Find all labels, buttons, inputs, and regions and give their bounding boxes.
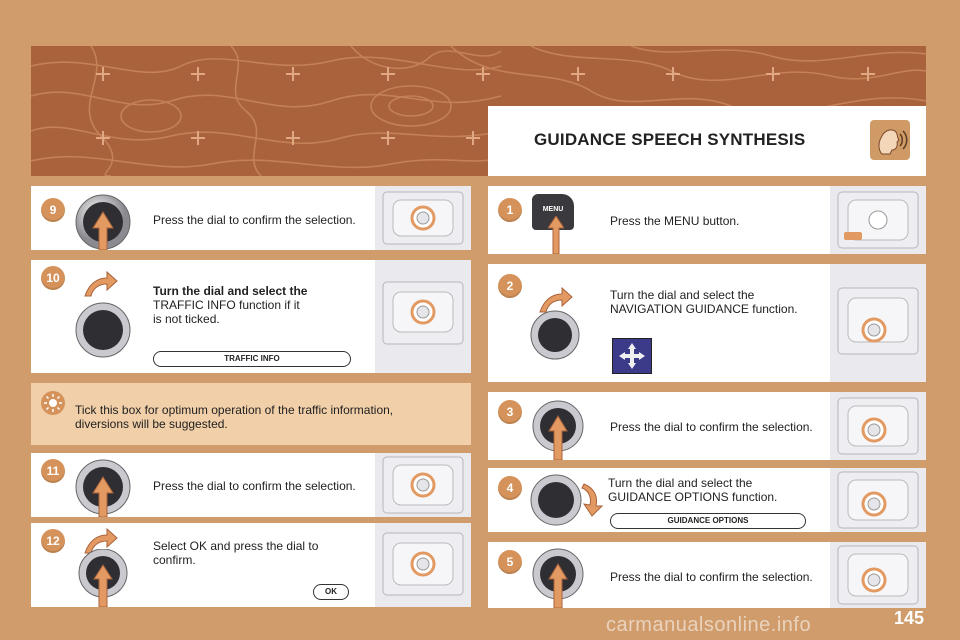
radio-panel-thumbnail [830, 392, 926, 460]
page-number: 145 [894, 608, 925, 628]
radio-panel-thumbnail [830, 542, 926, 608]
step-text: TRAFFIC INFO function if it is not ticked. [153, 298, 300, 326]
note-text: Tick this box for optimum operation of the traffic information, diversions will be suggested. [75, 403, 394, 431]
step-card-2 [488, 264, 926, 382]
radio-panel-thumbnail [375, 523, 471, 607]
turn-down-arrow-icon [580, 482, 606, 523]
step-number: 9 [41, 198, 65, 222]
dial-press-icon [75, 194, 131, 255]
dial-icon [530, 474, 582, 531]
step-number: 10 [41, 266, 65, 290]
step-number: 4 [498, 476, 522, 500]
dial-press-icon [75, 549, 131, 612]
dial-press-icon [530, 400, 586, 465]
step-card-11 [31, 453, 471, 517]
step-card-10 [31, 260, 471, 373]
step-text: Select OK and press the dial to confirm. [153, 539, 319, 567]
step-bold-text: Turn the dial and select the [153, 284, 308, 298]
title-box [488, 106, 926, 176]
step-number: 12 [41, 529, 65, 553]
step-text: Press the dial to confirm the selection. [610, 420, 813, 434]
topographic-banner [31, 46, 926, 176]
guidance-options-pill: GUIDANCE OPTIONS [610, 513, 806, 529]
speech-head-icon [870, 120, 910, 160]
page-title: GUIDANCE SPEECH SYNTHESIS [534, 130, 806, 149]
step-text: Turn the dial and select the GUIDANCE OPTIONS function. [608, 476, 778, 504]
step-number: 3 [498, 400, 522, 424]
tip-note [31, 383, 471, 445]
radio-panel-thumbnail [830, 186, 926, 254]
turn-arrow-icon [83, 270, 119, 303]
step-number: 11 [41, 459, 65, 483]
watermark: carmanualsonline.info [606, 614, 812, 636]
step-number: 5 [498, 550, 522, 574]
traffic-info-pill: TRAFFIC INFO [153, 351, 351, 367]
press-arrow-icon [548, 216, 564, 259]
step-text: Press the MENU button. [610, 214, 740, 228]
ok-pill: OK [313, 584, 349, 600]
radio-panel-thumbnail [375, 453, 471, 517]
navigation-guidance-icon [612, 338, 652, 374]
lamp-icon [41, 391, 65, 415]
dial-press-icon [530, 548, 586, 613]
step-text: Press the dial to confirm the selection. [153, 479, 356, 493]
step-text: Press the dial to confirm the selection. [153, 213, 356, 227]
step-number: 1 [498, 198, 522, 222]
dial-icon [530, 310, 580, 365]
radio-panel-thumbnail [830, 468, 926, 532]
radio-panel-thumbnail [375, 260, 471, 373]
step-card-1 [488, 186, 926, 254]
menu-button-label: MENU [542, 206, 564, 213]
step-number: 2 [498, 274, 522, 298]
step-card-5 [488, 542, 926, 608]
step-text: Turn the dial and select the NAVIGATION GUIDANCE function. [610, 288, 798, 316]
radio-panel-thumbnail [830, 264, 926, 382]
step-text: Press the dial to confirm the selection. [610, 570, 813, 584]
step-card-4 [488, 468, 926, 532]
dial-icon [75, 302, 131, 363]
step-card-3 [488, 392, 926, 460]
step-card-9 [31, 186, 471, 250]
radio-panel-thumbnail [375, 186, 471, 250]
dial-press-icon [75, 459, 131, 522]
step-card-12 [31, 523, 471, 607]
